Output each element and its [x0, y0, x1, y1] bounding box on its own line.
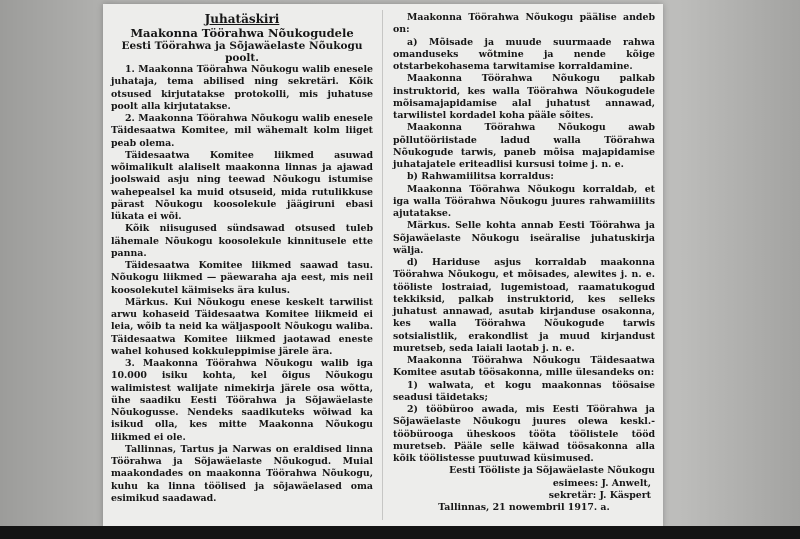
- paragraph: Kõik niisugused sündsawad otsused tuleb lähemale Nõukogu koosolekule kinnitusele ette panna.: [111, 223, 373, 259]
- paragraph: Täidesaatwa Komitee liikmed saawad tasu. Nõukogu liikmed — päewaraha aja eest, mis neil koosolekutel käimiseks ära kulus.: [111, 260, 373, 296]
- document-sheet: [103, 4, 663, 528]
- document-title: Juhatäskiri: [204, 12, 280, 26]
- film-edge: [0, 526, 800, 539]
- paragraph: Maakonna Töörahwa Nõukogu päälise andeb on:: [393, 12, 655, 36]
- paragraph: Maakonna Töörahwa Nõukogu awab põllutööriistade ladud walla Töörahwa Nõukogude tarwis, paneb mõisa majapidamise juhatajatele eriteadlisi kursusi toime j. n. e.: [393, 122, 655, 170]
- left-column: [111, 12, 373, 505]
- note-paragraph: Märkus. Kui Nõukogu enese keskelt tarwilist arwu kohaseid Täidesaatwa Komitee liikmeid ei leia, wõib ta neid ka wäljaspoolt Nõukogu waliba. Täidesaatwa Komitee liikmed jaotawad eneste wahel kohused kokkuleppimise järele ära.: [111, 296, 373, 357]
- paragraph: 2. Maakonna Töörahwa Nõukogu walib enesele Täidesaatwa Komitee, mil wähemalt kolm liiget peab olema.: [111, 113, 373, 149]
- right-column: [393, 12, 655, 514]
- place-date: Tallinnas, 21 nowembril 1917. a.: [438, 502, 610, 513]
- list-item: d) Hariduse asjus korraldab maakonna Töörahwa Nõukogu, et mõisades, alewites j. n. e. tööliste lostraiad, lugemistoad, raamatukogud tekkiksid, palkab instruktorid, kes selleks juhatust annawad, asutab kirjanduse osakonna, kes walla Töörahwa Nõukogude tarwis sotsialistlik, erakondlist ja muud kirjandust muretseb, seda laiali laotab j. n. e.: [393, 257, 655, 354]
- paragraph: Tallinnas, Tartus ja Narwas on eraldised linna Töörahwa ja Sõjawäelaste Nõukogud. Muial maakondades on maakonna Töörahwa Nõukogu, kuhu ka linna töölised ja sõjawäelased oma esimikud saadawad.: [111, 443, 373, 504]
- paragraph: Täidesaatwa Komitee liikmed asuwad wõimalikult alaliselt maakonna linnas ja ajawad joolswaid asju ning teewad Nõukogu istumise wahepealsel ka muid otsuseid, mida rutulikkuse pärast Nõukogu koosolekule jäägiruni ebasi lükata ei wõi.: [111, 149, 373, 222]
- list-item: a) Mõisade ja muude suurmaade rahwa omanduseks wõtmine ja nende kõige otstarbekohasema tarwitamise korraldamine.: [393, 36, 655, 72]
- paragraph: Maakonna Töörahwa Nõukogu Täidesaatwa Komitee asutab töösakonna, mille ülesandeks on:: [393, 355, 655, 379]
- paragraph: Maakonna Töörahwa Nõukogu palkab instruktorid, kes walla Töörahwa Nõukogudele mõisamajapidamise alal juhatust annawad, tarwilistel kordadel koha pääle sõites.: [393, 73, 655, 121]
- secretary-signature: sekretär: J. Käspert: [548, 489, 651, 501]
- document-issuer-suffix: poolt.: [225, 52, 259, 64]
- signatory-organization: Eesti Tööliste ja Sõjawäelaste Nõukogu: [449, 465, 655, 477]
- document-issuer: Eesti Töörahwa ja Sõjawäelaste Nõukogu: [121, 40, 363, 52]
- column-divider: [382, 10, 383, 520]
- list-item: 2) tööbüroo awada, mis Eesti Töörahwa ja Sõjawäelaste Nõukogu juures olewa keskl.-tööbürooga üheskoos tööta töölistele tööd muretseb. Pääle selle käiwad töösakonna alla kõik töölistesse puutuwad küsimused.: [393, 404, 655, 464]
- list-item: 1) walwata, et kogu maakonnas töösaise seadusi täidetaks;: [393, 379, 655, 403]
- chairman-signature: esimees: J. Anwelt,: [552, 477, 651, 489]
- list-item: b) Rahwamiilitsa korraldus:: [407, 171, 554, 183]
- paragraph: Maakonna Töörahwa Nõukogu korraldab, et iga walla Töörahwa Nõukogu juures rahwamiilits ajutatakse.: [393, 183, 655, 219]
- note-paragraph: Märkus. Selle kohta annab Eesti Töörahwa ja Sõjawäelaste Nõukogu iseäralise juhatuskirja wälja.: [393, 220, 655, 256]
- paragraph: 3. Maakonna Töörahwa Nõukogu walib iga 10.000 isiku kohta, kel õigus Nõukogu walimistest walijate nimekirja järele osa wõtta, ühe saadiku Eesti Töörahwa ja Sõjawäelaste Nõukogusse. Nendeks saadikuteks wõiwad ka isikud olla, kes mitte Maakonna Nõukogu liikmed ei ole.: [111, 358, 373, 443]
- document-subtitle: Maakonna Töörahwa Nõukogudele: [130, 26, 354, 40]
- paragraph: 1. Maakonna Töörahwa Nõukogu walib enesele juhataja, tema abilised ning sekretäri. Kõik otsused kirjutatakse protokolli, mis juhatuse poolt alla kirjutatakse.: [111, 64, 373, 112]
